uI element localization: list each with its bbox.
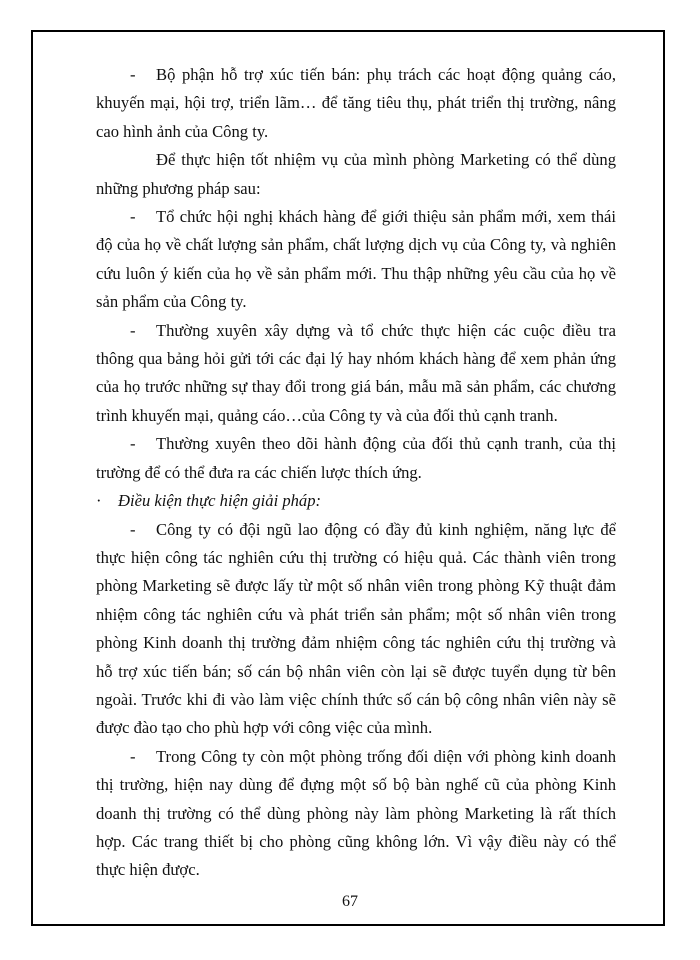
paragraph-customer-conference <box>96 203 616 317</box>
bullet-marker: - <box>130 746 136 766</box>
paragraph-text: Công ty có đội ngũ lao động có đầy đủ kinh nghiệm, năng lực để thực hiện công tác nghiên cứu thị trường có hiệu quả. Các thành viên trong phòng Marketing sẽ được lấy từ một số nhân viên trong phòng Kỹ thuật đảm nhiệm công tác nghiên cứu và phát triển sản phẩm; một số nhân viên trong phòng Kinh doanh thị trường đảm nhiệm công tác nghiên cứu thị trường và hỗ trợ xúc tiến bán; số cán bộ nhân viên còn lại sẽ được tuyển dụng từ bên ngoài. Trước khi đi vào làm việc chính thức số cán bộ công nhân viên này sẽ được đào tạo cho phù hợp với công việc của mình. <box>96 519 616 738</box>
paragraph-text: Bộ phận hỗ trợ xúc tiến bán: phụ trách các hoạt động quảng cáo, khuyến mại, hội trợ, triển lãm… để tăng tiêu thụ, phát triển thị trường, nâng cao hình ảnh của Công ty. <box>96 65 616 141</box>
paragraph-text: Tổ chức hội nghị khách hàng để giới thiệu sản phẩm mới, xem thái độ của họ về chất lượng sản phẩm, chất lượng dịch vụ của Công ty, và nghiên cứu luôn ý kiến của họ về sản phẩm mới. Thu thập những yêu cầu của họ về sản phẩm của Công ty. <box>96 207 616 312</box>
bullet-dot: · <box>96 491 102 511</box>
paragraph-staffing <box>96 516 616 743</box>
bullet-marker: - <box>130 65 136 84</box>
bullet-marker: - <box>130 519 136 539</box>
paragraph-promotion-dept <box>96 61 616 146</box>
bullet-marker: - <box>130 320 136 340</box>
paragraph-survey <box>96 317 616 431</box>
page-number: 67 <box>342 893 358 910</box>
paragraph-competitor-tracking <box>96 430 616 487</box>
subheading-text: Điều kiện thực hiện giải pháp: <box>118 491 322 511</box>
bullet-marker: - <box>130 434 136 454</box>
document-body <box>96 61 616 885</box>
subheading-conditions <box>96 487 616 515</box>
paragraph-text: Thường xuyên theo dõi hành động của đối thủ cạnh tranh, của thị trường để có thể đưa ra các chiến lược thích ứng. <box>96 434 616 482</box>
bullet-marker: - <box>130 207 136 227</box>
paragraph-office-space <box>96 743 616 885</box>
paragraph-text: Thường xuyên xây dựng và tổ chức thực hiện các cuộc điều tra thông qua bảng hỏi gửi tới các đại lý hay nhóm khách hàng để xem phản ứng của họ trước những sự thay đổi trong giá bán, mẫu mã sản phẩm, các chương trình khuyến mại, quảng cáo…của Công ty và của đối thủ cạnh tranh. <box>96 320 616 425</box>
paragraph-methods-intro: Để thực hiện tốt nhiệm vụ của mình phòng Marketing có thể dùng những phương pháp sau: <box>96 150 616 198</box>
paragraph-text: Trong Công ty còn một phòng trống đối diện với phòng kinh doanh thị trường, hiện nay dùng để đựng một số bộ bàn nghế cũ của phòng Kinh doanh thị trường có thể dùng phòng này làm phòng Marketing là rất thích hợp. Các trang thiết bị cho phòng cũng không lớn. Vì vậy điều này có thể thực hiện được. <box>96 746 616 880</box>
